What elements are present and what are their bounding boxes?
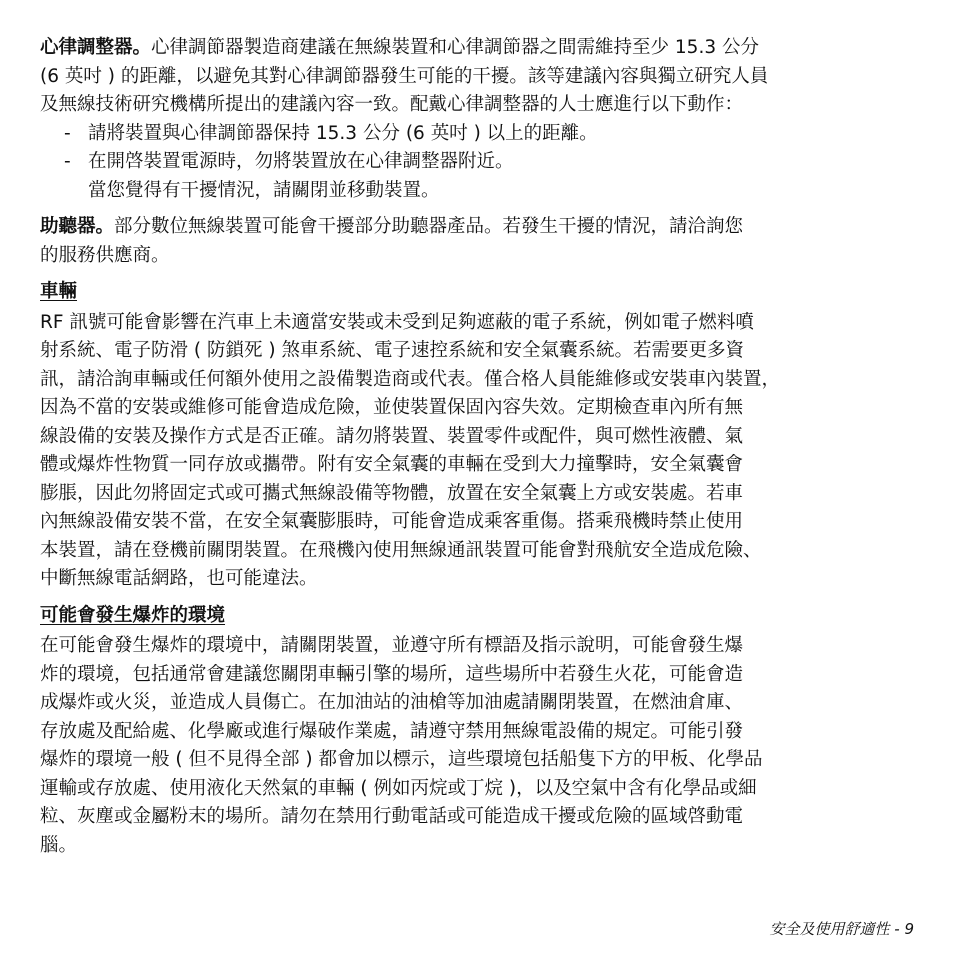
bullet-text: 在開啓裝置電源時，勿將裝置放在心律調整器附近。	[88, 151, 514, 172]
footer-separator: -	[894, 920, 900, 938]
page-footer	[769, 918, 914, 939]
pacemaker-paragraph	[40, 34, 916, 120]
page-content	[40, 34, 916, 868]
bullet-text: 當您覺得有干擾情況，請關閉並移動裝置。	[88, 179, 440, 201]
pacemaker-heading: 心律調整器。	[40, 37, 152, 58]
pacemaker-line-1: 心律調節器製造商建議在無線裝置和心律調節器之間需維持至少 15.3 公分	[151, 37, 759, 58]
bullet-item	[40, 148, 916, 205]
hearing-aids-heading: 助聽器。	[40, 216, 115, 237]
vehicles-paragraph: RF 訊號可能會影響在汽車上未適當安裝或未受到足夠遮蔽的電子系統，例如電子燃料噴 射系統、電子防滑 ( 防鎖死 ) 煞車系統、電子速控系統和安全氣囊系統。若需要更多資 訊，請洽詢車輛或任何額外使用之設備製造商或代表。僅合格人員能維修或安裝車內裝置， 因為不當的安裝或維修可能會造成危險，並使裝置保固內容失效。定期檢查車內所有無 線設備的安裝及操作方式是否正確。請勿將裝置、裝置零件或配件，與可燃性液體、氣 體或爆炸性物質一同存放或攜帶。附有安全氣囊的車輛在受到大力撞擊時，安全氣囊會 膨脹，因此勿將固定式或可攜式無線設備等物體，放置在安全氣囊上方或安裝處。若車 內無線設備安裝不當，在安全氣囊膨脹時，可能會造成乘客重傷。搭乘飛機時禁止使用 本裝置，請在登機前關閉裝置。在飛機內使用無線通訊裝置可能會對飛航安全造成危險、 中斷無線電話網路，也可能違法。	[40, 311, 781, 589]
explosive-section-title: 可能會發生爆炸的環境	[40, 604, 226, 626]
page-number: 9	[904, 920, 914, 938]
vehicles-section-title: 車輛	[40, 281, 78, 302]
pacemaker-line-3: 及無線技術研究機構所提出的建議內容一致。配戴心律調整器的人士應進行以下動作：	[40, 94, 744, 115]
bullet-text: 請將裝置與心律調節器保持 15.3 公分 (6 英吋 ) 以上的距離。	[88, 122, 598, 144]
explosive-paragraph: 在可能會發生爆炸的環境中，請關閉裝置，並遵守所有標語及指示說明，可能會發生爆 炸的環境，包括通常會建議您關閉車輛引擎的場所，這些場所中若發生火花，可能會造 成爆炸或火災，並造成人員傷亡。在加油站的油槍等加油處請關閉裝置，在燃油倉庫、 存放處及配給處、化學廠或進行爆破作業處，請遵守禁用無線電設備的規定。可能引發 爆炸的環境一般 ( 但不見得全部 ) 都會加以標示，這些環境包括船隻下方的甲板、化學品 運輸或存放處、使用液化天然氣的車輛 ( 例如丙烷或丁烷 )，以及空氣中含有化學品或細 粒、灰塵或金屬粉末的場所。請勿在禁用行動電話或可能造成干擾或危險的區域啓動電 腦。	[40, 635, 763, 856]
footer-section-name: 安全及使用舒適性	[769, 920, 890, 938]
pacemaker-line-2: (6 英吋 ) 的距離，以避免其對心律調節器發生可能的干擾。該等建議內容與獨立研究人員	[40, 65, 769, 87]
hearing-aids-paragraph	[40, 213, 916, 270]
bullet-item	[40, 120, 916, 149]
bullet-dash: -	[64, 151, 71, 172]
pacemaker-bullet-list	[40, 120, 916, 206]
hearing-aids-line-1: 部分數位無線裝置可能會干擾部分助聽器產品。若發生干擾的情況，請洽詢您	[114, 216, 744, 237]
hearing-aids-line-2: 的服務供應商。	[40, 244, 170, 266]
bullet-dash: -	[64, 122, 71, 144]
